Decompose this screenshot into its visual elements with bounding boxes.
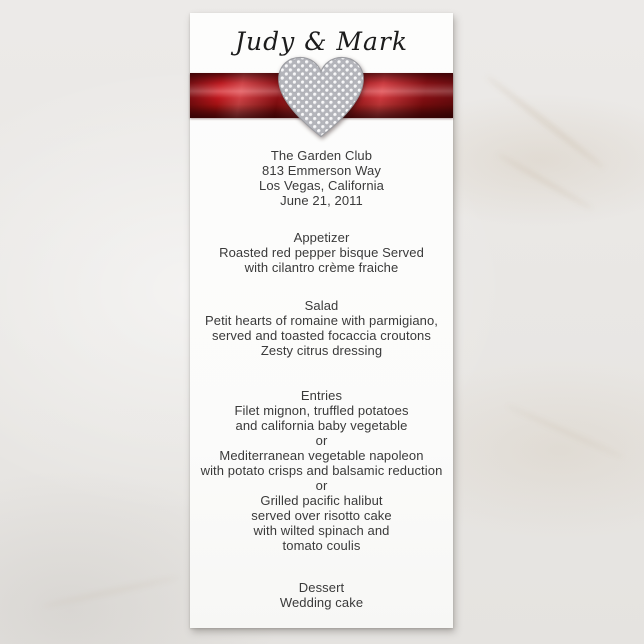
section-line: Petit hearts of romaine with parmigiano, [204,313,439,328]
venue-address: 813 Emmerson Way [262,163,381,178]
marble-vein [505,404,625,460]
menu-section-entries [190,388,453,553]
section-heading: Entries [300,388,343,403]
section-line: with wilted spinach and [253,523,390,538]
menu-card [190,13,453,628]
event-date: June 21, 2011 [280,193,363,208]
couple-names-title: Judy & Mark [235,27,408,56]
diamond-heart-icon [276,55,366,139]
menu-section-appetizer [190,230,453,275]
section-line: Grilled pacific halibut [260,493,383,508]
section-line: Mediterranean vegetable napoleon [219,448,424,463]
section-line: or [315,433,328,448]
menu-sections [190,230,453,610]
section-line: Wedding cake [279,595,364,610]
section-line: served over risotto cake [251,508,392,523]
section-heading: Appetizer [293,230,350,245]
section-line: with potato crisps and balsamic reduction [200,463,443,478]
menu-section-dessert [190,580,453,610]
venue-block [190,148,453,208]
menu-section-salad [190,298,453,358]
venue-name: The Garden Club [270,148,373,163]
section-line: Roasted red pepper bisque Served [219,245,424,260]
section-line: tomato coulis [282,538,361,553]
section-line: or [315,478,328,493]
section-line: Filet mignon, truffled potatoes [234,403,409,418]
section-line: served and toasted focaccia croutons [212,328,431,343]
marble-vein [497,153,594,211]
section-heading: Dessert [298,580,345,595]
section-heading: Salad [304,298,339,313]
section-line: Zesty citrus dressing [260,343,383,358]
section-line: with cilantro crème fraiche [244,260,399,275]
venue-city: Los Vegas, California [259,178,384,193]
section-line: and california baby vegetable [235,418,408,433]
marble-vein [41,575,179,608]
